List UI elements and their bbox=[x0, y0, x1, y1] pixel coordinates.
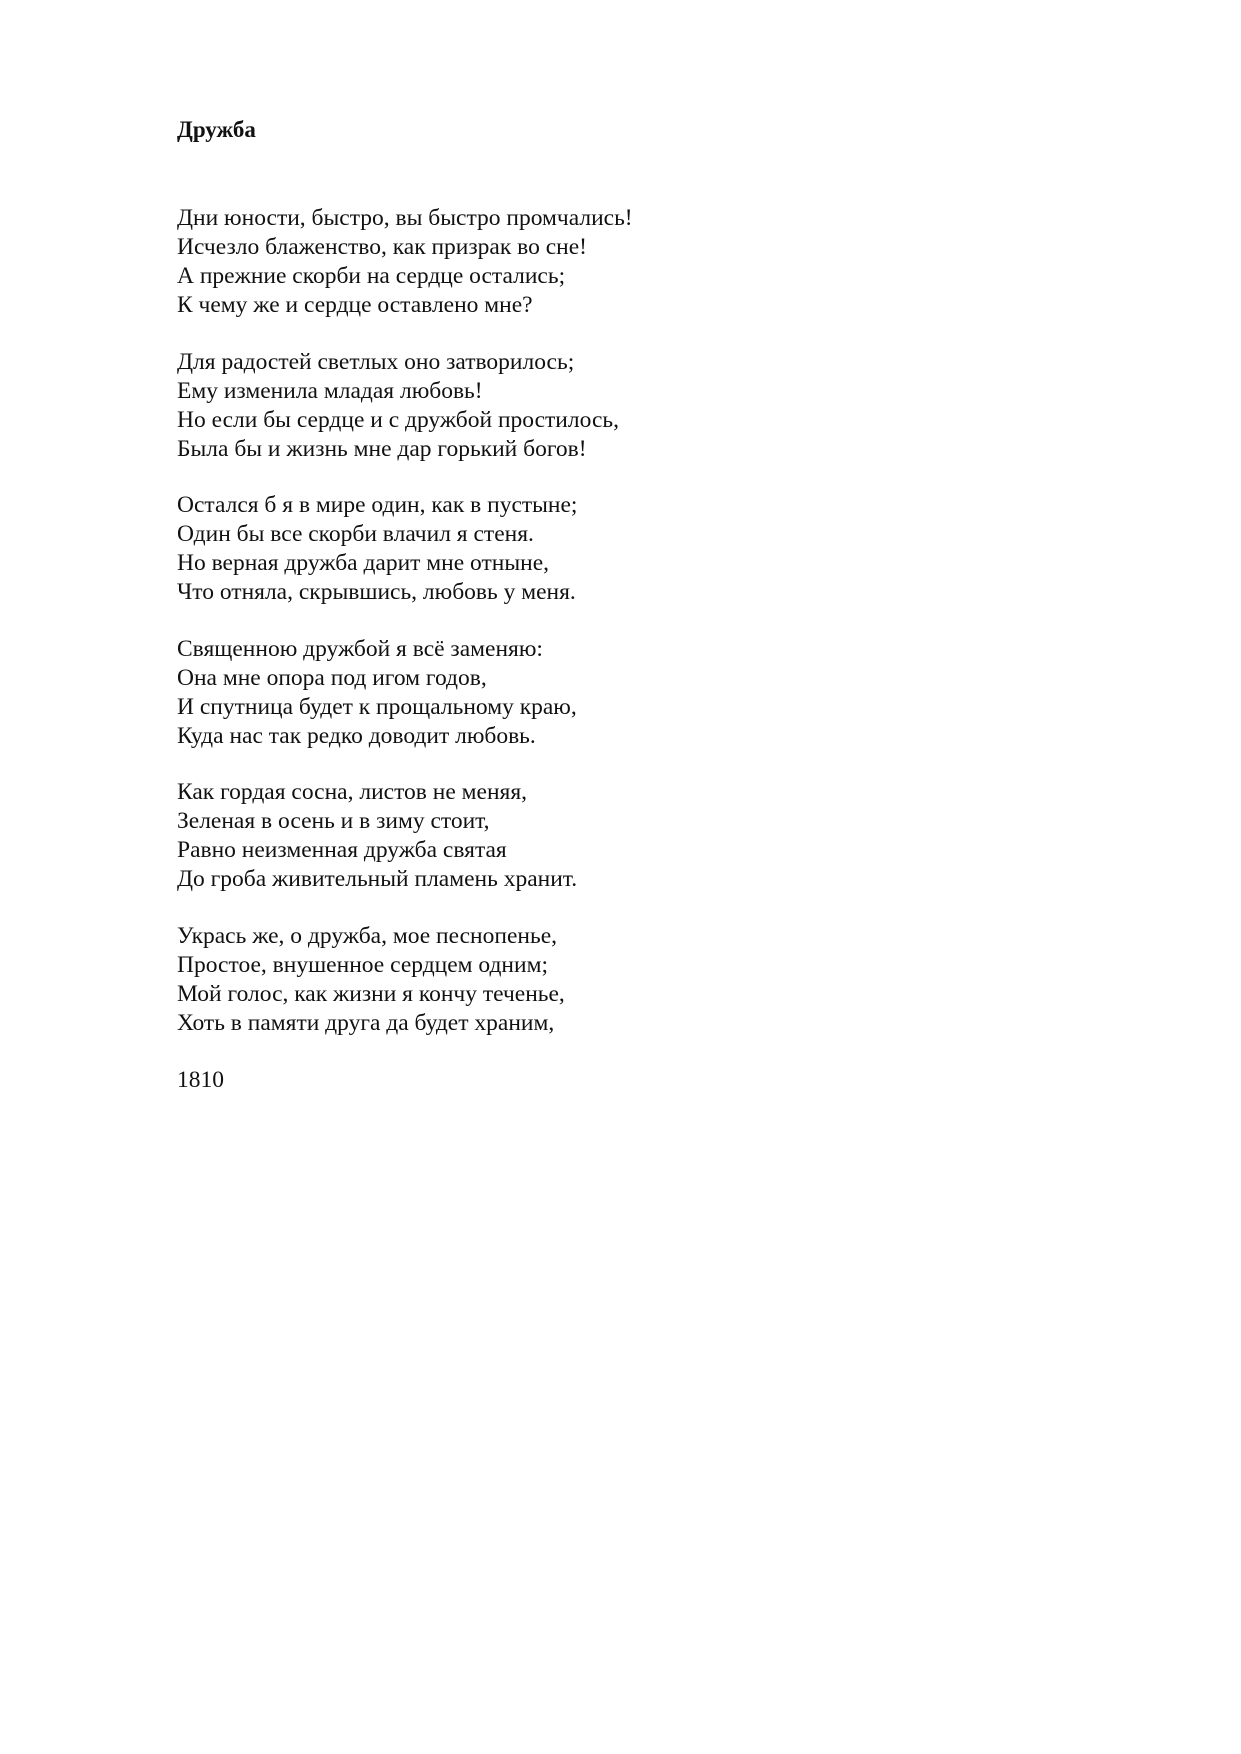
poem-line: Для радостей светлых оно затворилось; bbox=[177, 349, 575, 375]
stanza-2 bbox=[177, 348, 619, 464]
poem-line: А прежние скорби на сердце остались; bbox=[177, 263, 566, 289]
poem-line: Но если бы сердце и с дружбой простилось, bbox=[177, 407, 619, 433]
poem-line: Исчезло блаженство, как призрак во сне! bbox=[177, 234, 587, 260]
poem-line: Мой голос, как жизни я кончу теченье, bbox=[177, 981, 565, 1007]
poem-line: Остался б я в мире один, как в пустыне; bbox=[177, 492, 578, 518]
poem-line: Один бы все скорби влачил я стеня. bbox=[177, 521, 534, 547]
stanza-3 bbox=[177, 491, 577, 607]
poem-line: Но верная дружба дарит мне отныне, bbox=[177, 550, 550, 576]
poem-line: Хоть в памяти друга да будет храним, bbox=[177, 1010, 555, 1036]
poem-line: Дни юности, быстро, вы быстро промчались! bbox=[177, 205, 633, 231]
poem-line: Зеленая в осень и в зиму стоит, bbox=[177, 808, 490, 834]
poem-line: Священною дружбой я всё заменяю: bbox=[177, 636, 543, 662]
stanza-4 bbox=[177, 635, 577, 751]
stanza-6 bbox=[177, 922, 565, 1038]
poem-line: Укрась же, о дружба, мое песнопенье, bbox=[177, 923, 557, 949]
poem-line: И спутница будет к прощальному краю, bbox=[177, 694, 577, 720]
poem-line: Она мне опора под игом годов, bbox=[177, 665, 487, 691]
poem-line: Ему изменила младая любовь! bbox=[177, 378, 483, 404]
stanza-5 bbox=[177, 778, 577, 894]
poem-title: Дружба bbox=[177, 117, 256, 142]
poem-year: 1810 bbox=[177, 1067, 224, 1093]
poem-line: До гроба живительный пламень хранит. bbox=[177, 866, 578, 892]
poem-line: К чему же и сердце оставлено мне? bbox=[177, 292, 533, 318]
poem-line: Была бы и жизнь мне дар горький богов! bbox=[177, 436, 587, 462]
stanza-1 bbox=[177, 204, 633, 320]
poem-line: Равно неизменная дружба святая bbox=[177, 837, 507, 863]
poem-line: Простое, внушенное сердцем одним; bbox=[177, 952, 548, 978]
poem-line: Как гордая сосна, листов не меняя, bbox=[177, 779, 528, 805]
poem-line: Куда нас так редко доводит любовь. bbox=[177, 723, 536, 749]
poem-line: Что отняла, скрывшись, любовь у меня. bbox=[177, 579, 576, 605]
